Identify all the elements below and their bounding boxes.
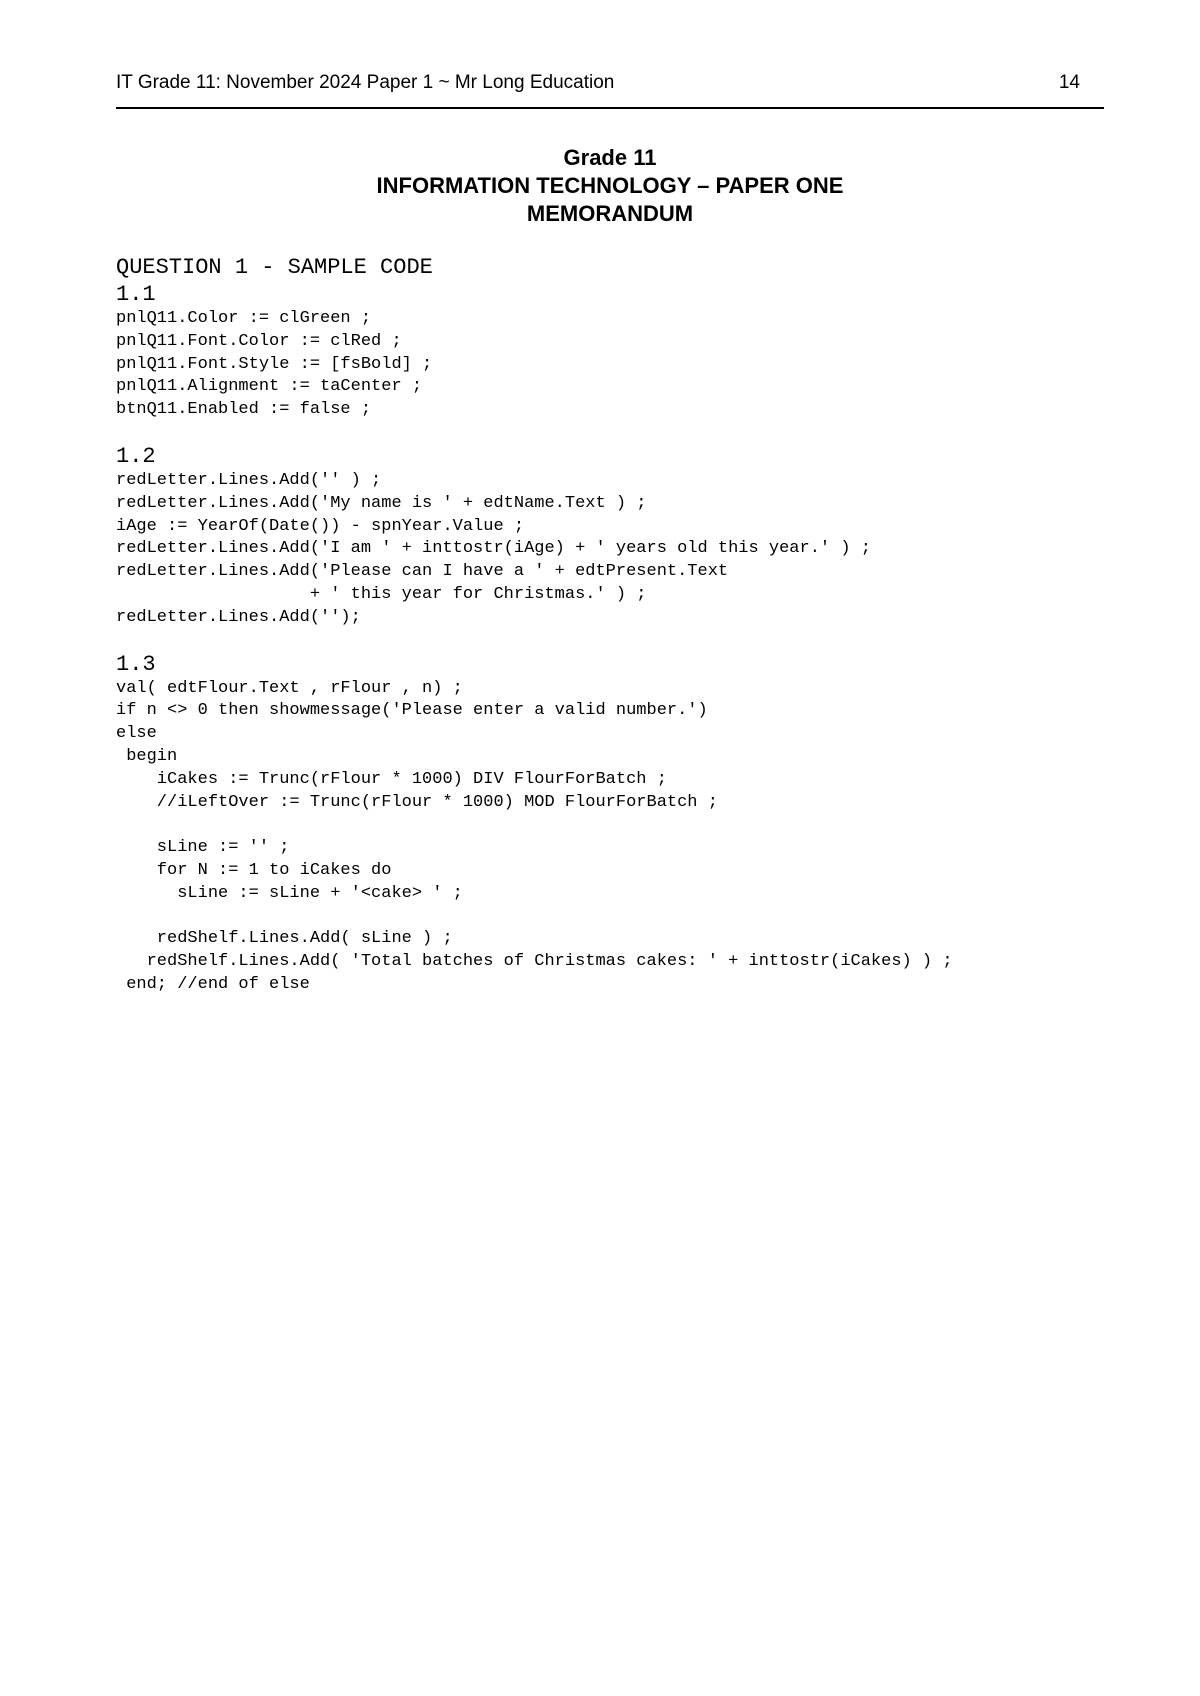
code-area xyxy=(116,254,1176,997)
question-heading: QUESTION 1 - SAMPLE CODE xyxy=(116,255,433,280)
code-block-1-2: redLetter.Lines.Add('' ) ; redLetter.Lines.Add('My name is ' + edtName.Text ) ; iAge := YearOf(Date()) - spnYear.Value ; redLetter.Lines.Add('I am ' + inttostr(iAge) + ' years old this year.' ) ; redLetter.Lines.Add('Please can I have a ' + edtPresent.Text + ' this year for Christmas.' ) ; redLetter.Lines.Add(''); xyxy=(116,470,871,627)
header-document-title: IT Grade 11: November 2024 Paper 1 ~ Mr Long Education xyxy=(116,72,615,93)
header-divider xyxy=(116,107,1104,109)
title-memorandum: MEMORANDUM xyxy=(526,201,694,226)
spacer xyxy=(116,630,1176,652)
section-number: 1.2 xyxy=(116,443,156,469)
code-block-1-1: pnlQ11.Color := clGreen ; pnlQ11.Font.Color := clRed ; pnlQ11.Font.Style := [fsBold] ; pnlQ11.Alignment := taCenter ; btnQ11.Enabled := false ; xyxy=(116,309,433,420)
page-number: 14 xyxy=(1058,72,1080,93)
title-subject: INFORMATION TECHNOLOGY – PAPER ONE xyxy=(376,173,844,198)
spacer xyxy=(116,422,1176,444)
title-grade: Grade 11 xyxy=(563,145,657,170)
code-block-1-3: val( edtFlour.Text , rFlour , n) ; if n <> 0 then showmessage('Please enter a valid number.') else begin iCakes := Trunc(rFlour * 1000) DIV FlourForBatch ; //iLeftOver := Trunc(rFlour * 1000) MOD FlourForBatch ; sLine := '' ; for N := 1 to iCakes do sLine := sLine + '<cake> ' ; redShelf.Lines.Add( sLine ) ; redShelf.Lines.Add( 'Total batches of Christmas cakes: ' + inttostr(iCakes) ) ; end; //end of else xyxy=(116,678,953,994)
section-number: 1.1 xyxy=(116,282,156,307)
section-number: 1.3 xyxy=(116,651,156,677)
title-block xyxy=(116,144,1104,228)
